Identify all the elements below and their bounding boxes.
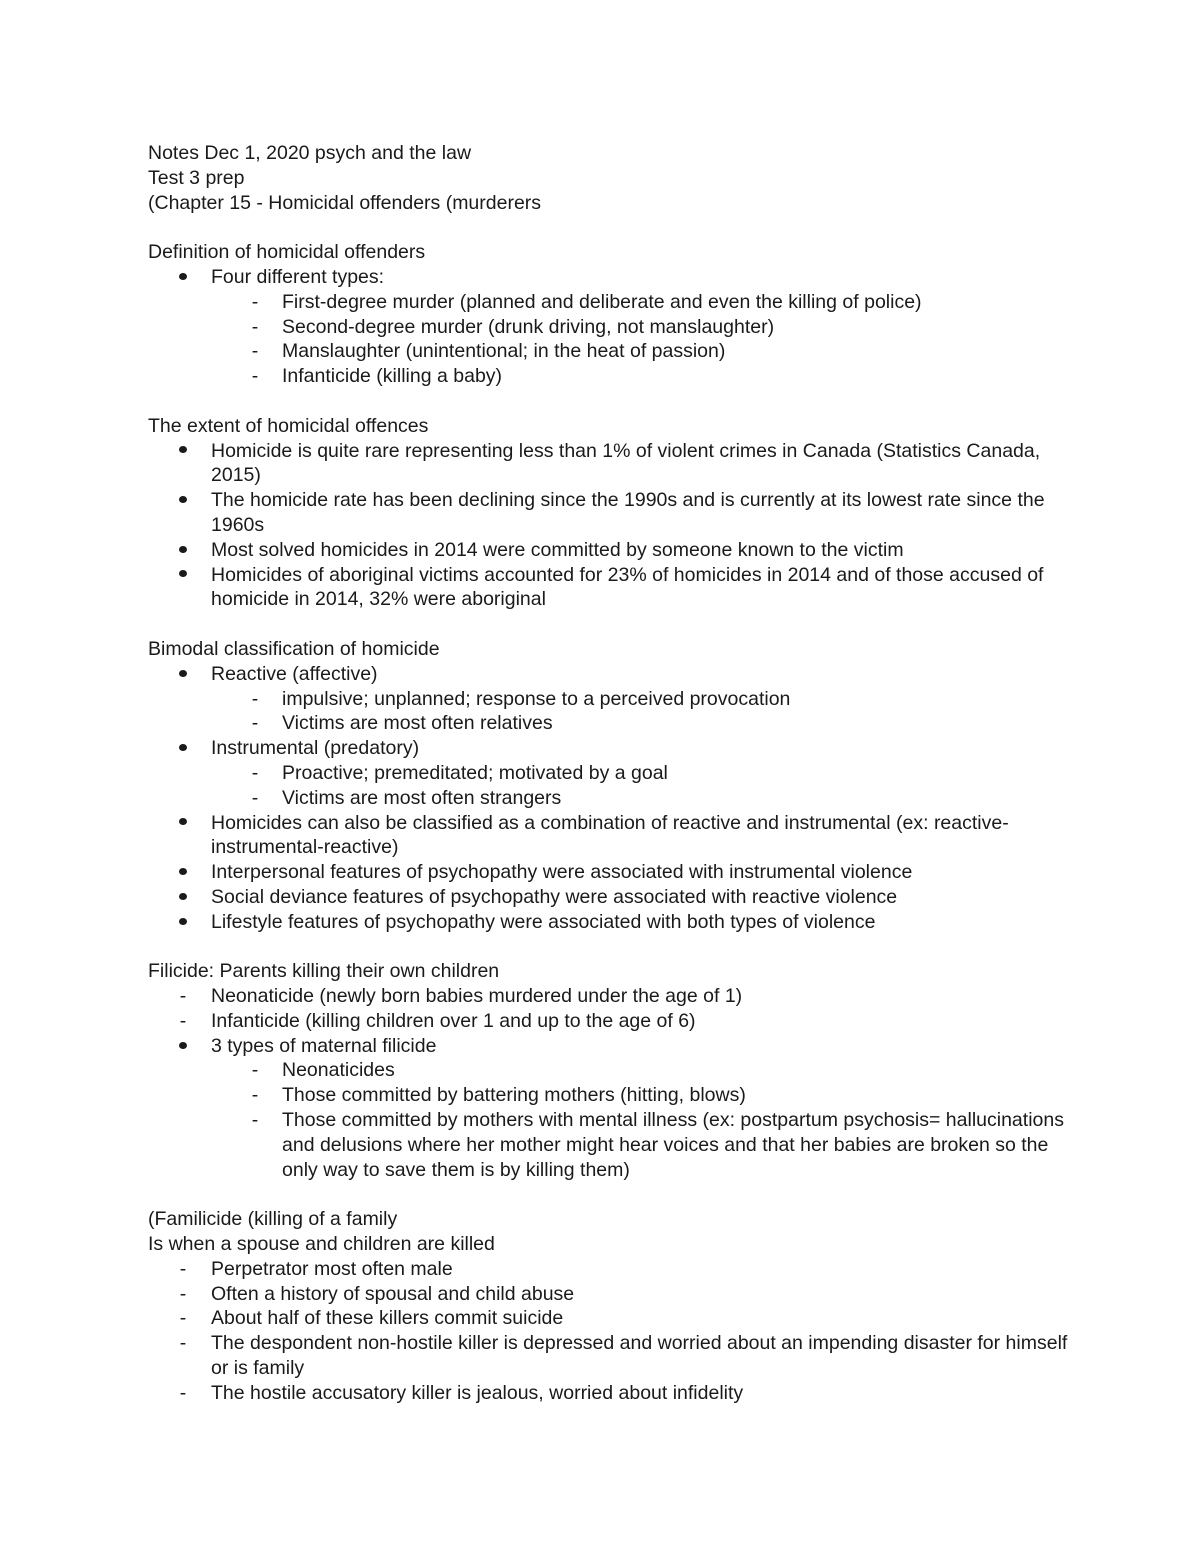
spacer (148, 389, 1078, 414)
bullet-text: Homicide is quite rare representing less than 1% of violent crimes in Canada (Statistics Canada, 2015) (211, 439, 1041, 487)
dash-icon: - (179, 1381, 187, 1404)
notes-title-line: Notes Dec 1, 2020 psych and the law (148, 142, 472, 164)
bullet-item (148, 910, 1078, 935)
dash-icon: - (251, 761, 259, 784)
chapter-line: (Chapter 15 - Homicidal offenders (murderers (148, 191, 542, 214)
bullet-item (148, 488, 1078, 538)
dash-icon: - (251, 687, 259, 710)
dash-item (148, 1083, 1078, 1108)
dash-icon: - (179, 1257, 187, 1280)
bullet-item (148, 860, 1078, 885)
dash-icon: - (251, 786, 259, 809)
bullet-text: Reactive (affective) (211, 662, 378, 685)
bullet-item (148, 563, 1078, 613)
dash-text: Often a history of spousal and child abuse (211, 1282, 575, 1305)
dash-item (148, 339, 1078, 364)
section-heading-filicide: Filicide: Parents killing their own children (148, 960, 500, 983)
dash-text: Second-degree murder (drunk driving, not manslaughter) (282, 315, 775, 338)
dash-text: Infanticide (killing children over 1 and up to the age of 6) (211, 1009, 696, 1032)
dash-text: Infanticide (killing a baby) (282, 365, 503, 388)
section-heading-bimodal: Bimodal classification of homicide (148, 637, 440, 660)
spacer (148, 935, 1078, 960)
dash-icon: - (179, 1307, 187, 1330)
bullet-icon (173, 538, 193, 563)
bullet-icon (173, 1034, 193, 1059)
dash-item (148, 1331, 1078, 1381)
familicide-subheading: Is when a spouse and children are killed (148, 1233, 495, 1256)
bullet-icon (173, 662, 193, 687)
spacer (148, 215, 1078, 240)
dash-icon: - (251, 1109, 259, 1132)
dash-item (148, 1009, 1078, 1034)
dash-text: About half of these killers commit suicide (211, 1307, 564, 1330)
test-prep-line: Test 3 prep (148, 166, 245, 189)
spacer (148, 612, 1078, 637)
dash-icon: - (251, 1059, 259, 1082)
dash-item (148, 1381, 1078, 1406)
dash-item (148, 711, 1078, 736)
bullet-item (148, 811, 1078, 861)
bullet-item (148, 736, 1078, 761)
bullet-text: Homicides of aboriginal victims accounted for 23% of homicides in 2014 and of those accused of homicide in 2014, 32% were aboriginal (211, 563, 1044, 611)
dash-icon: - (251, 712, 259, 735)
dash-icon: - (251, 340, 259, 363)
dash-icon: - (251, 1084, 259, 1107)
bullet-icon (173, 860, 193, 885)
bullet-text: Social deviance features of psychopathy were associated with reactive violence (211, 885, 898, 908)
bullet-icon (173, 265, 193, 290)
dash-icon: - (179, 1332, 187, 1355)
bullet-icon (173, 910, 193, 935)
dash-item (148, 364, 1078, 389)
bullet-text: Interpersonal features of psychopathy were associated with instrumental violence (211, 861, 913, 884)
dash-text: Those committed by battering mothers (hitting, blows) (282, 1084, 746, 1107)
bullet-item (148, 1034, 1078, 1059)
dash-item (148, 761, 1078, 786)
dash-text: First-degree murder (planned and deliberate and even the killing of police) (282, 290, 922, 313)
bullet-item (148, 265, 1078, 290)
dash-text: Proactive; premeditated; motivated by a goal (282, 761, 668, 784)
bullet-icon (173, 439, 193, 464)
bullet-text: The homicide rate has been declining since the 1990s and is currently at its lowest rate since the 1960s (211, 489, 1045, 536)
dash-item (148, 290, 1078, 315)
dash-text: Victims are most often relatives (282, 712, 553, 735)
bullet-text: Four different types: (211, 265, 385, 288)
bullet-item (148, 439, 1078, 489)
section-heading-definition: Definition of homicidal offenders (148, 241, 426, 264)
bullet-text: Most solved homicides in 2014 were committed by someone known to the victim (211, 538, 904, 561)
bullet-icon (173, 488, 193, 513)
bullet-text: Homicides can also be classified as a combination of reactive and instrumental (ex: reactive-instrumental-reactive) (211, 811, 1009, 859)
dash-item (148, 1058, 1078, 1083)
bullet-icon (173, 811, 193, 836)
dash-icon: - (179, 1009, 187, 1032)
dash-text: impulsive; unplanned; response to a perceived provocation (282, 687, 791, 710)
dash-icon: - (179, 1282, 187, 1305)
dash-text: Perpetrator most often male (211, 1257, 453, 1280)
bullet-item (148, 885, 1078, 910)
section-heading-extent: The extent of homicidal offences (148, 414, 429, 437)
bullet-text: Instrumental (predatory) (211, 737, 420, 760)
dash-icon: - (251, 365, 259, 388)
dash-item (148, 1108, 1078, 1182)
dash-item (148, 1257, 1078, 1282)
dash-text: Victims are most often strangers (282, 786, 562, 809)
dash-text: The hostile accusatory killer is jealous, worried about infidelity (211, 1381, 744, 1404)
dash-item (148, 687, 1078, 712)
dash-text: Manslaughter (unintentional; in the heat of passion) (282, 340, 726, 363)
bullet-icon (173, 563, 193, 588)
dash-icon: - (251, 315, 259, 338)
bullet-text: 3 types of maternal filicide (211, 1034, 437, 1057)
dash-text: Neonaticide (newly born babies murdered under the age of 1) (211, 985, 743, 1008)
bullet-icon (173, 885, 193, 910)
section-heading-familicide: (Familicide (killing of a family (148, 1208, 398, 1231)
bullet-icon (173, 736, 193, 761)
spacer (148, 1182, 1078, 1207)
bullet-item (148, 538, 1078, 563)
dash-item (148, 315, 1078, 340)
dash-icon: - (179, 985, 187, 1008)
bullet-text: Lifestyle features of psychopathy were associated with both types of violence (211, 910, 876, 933)
dash-item (148, 1282, 1078, 1307)
dash-item (148, 984, 1078, 1009)
dash-text: The despondent non-hostile killer is depressed and worried about an impending disaster for himself or is family (211, 1332, 1068, 1380)
dash-item (148, 786, 1078, 811)
bullet-item (148, 662, 1078, 687)
dash-icon: - (251, 290, 259, 313)
dash-text: Those committed by mothers with mental illness (ex: postpartum psychosis= hallucinations and delusions where her mother might hear voices and that her babies are broken so the only way to save them is by killing them) (282, 1109, 1064, 1181)
document-body (148, 141, 1078, 1406)
dash-text: Neonaticides (282, 1059, 395, 1082)
dash-item (148, 1306, 1078, 1331)
